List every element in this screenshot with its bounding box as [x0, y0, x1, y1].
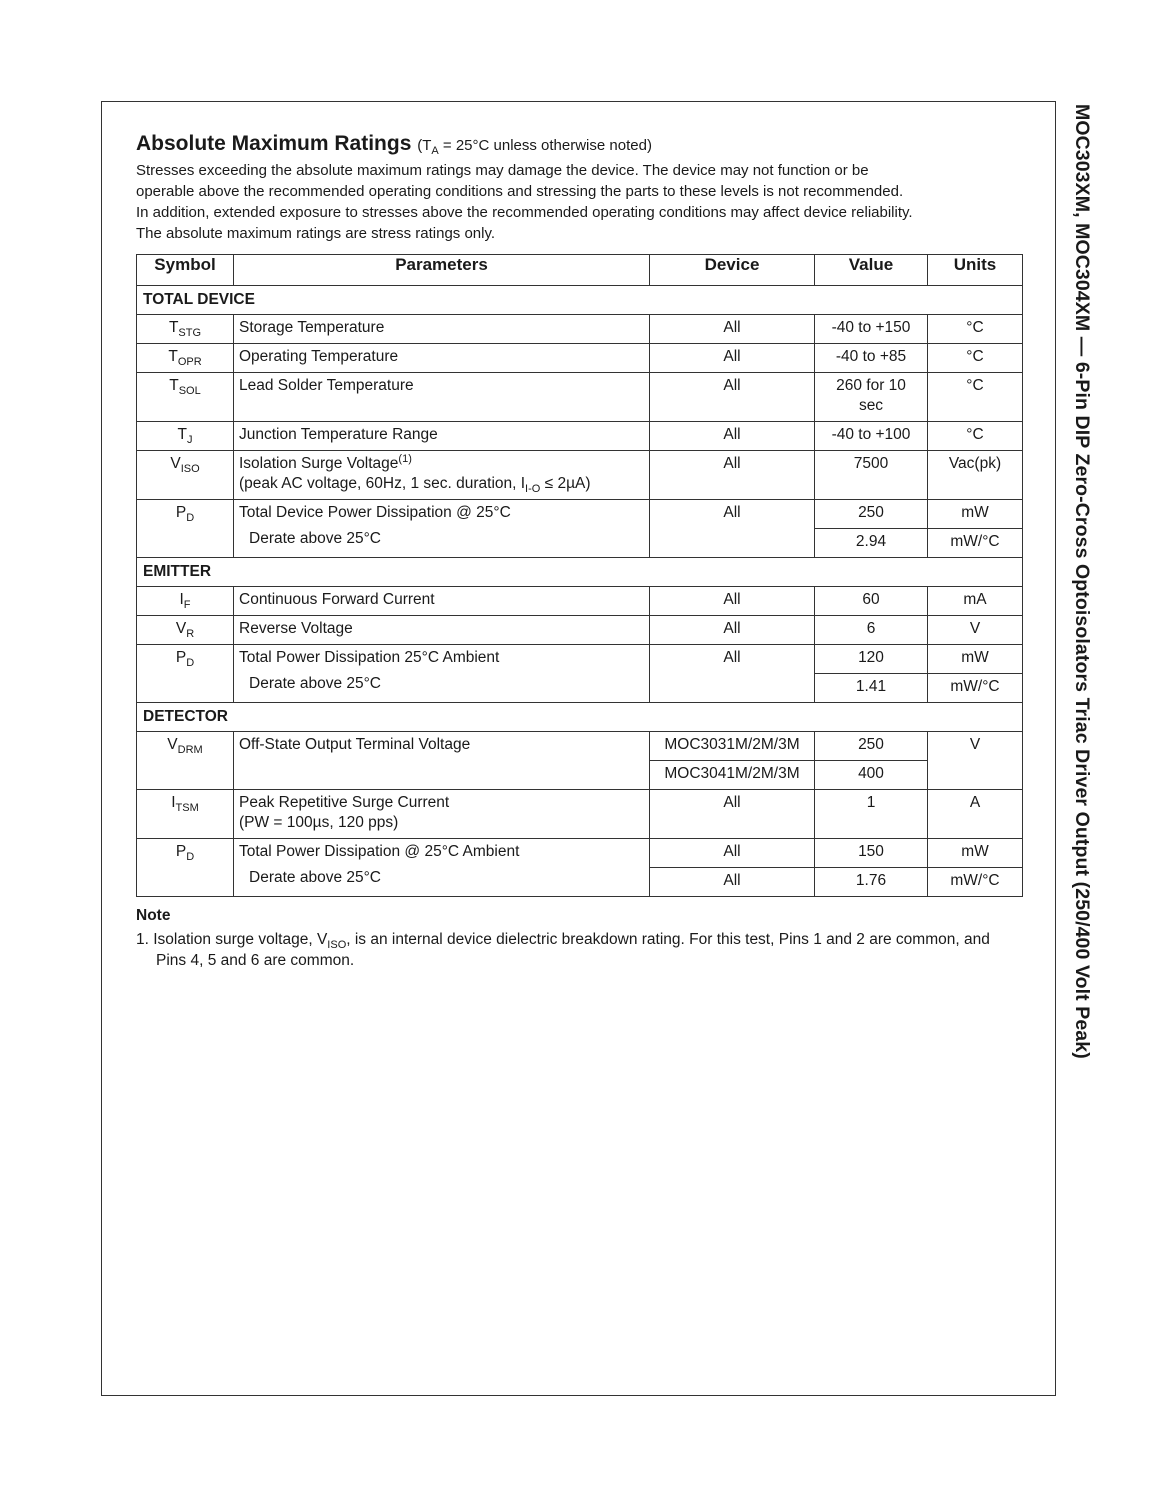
table-row: [137, 344, 1023, 373]
parameter-line: (PW = 100µs, 120 pps): [239, 814, 399, 831]
derate-label: Derate above 25°C: [249, 869, 381, 886]
table-row: [137, 587, 1023, 616]
symbol-cell: [137, 790, 234, 839]
header-parameters: Parameters: [234, 255, 650, 286]
symbol: I: [171, 794, 176, 811]
heading-condition: [417, 137, 652, 157]
intro-line: In addition, extended exposure to stresses above the recommended operating conditions may affect device reliability.: [136, 204, 913, 221]
table-row: [137, 790, 1023, 839]
symbol-sub: DRM: [177, 744, 203, 756]
section-heading: [136, 130, 1026, 160]
device-cell: All: [650, 422, 815, 451]
value-cell: 120: [815, 645, 928, 674]
parameter-line: (peak AC voltage, 60Hz, 1 sec. duration, I: [239, 475, 526, 492]
ratings-table: [136, 254, 1023, 897]
table-row: [137, 616, 1023, 645]
table-header-row: [137, 255, 1023, 286]
device-cell: All: [650, 315, 815, 344]
table-row: [137, 839, 1023, 868]
table-row: [137, 422, 1023, 451]
units-cell: °C: [928, 373, 1023, 422]
device-cell: All: [650, 500, 815, 558]
symbol: T: [177, 426, 187, 443]
units-cell: mW: [928, 500, 1023, 529]
parameter-cell: Operating Temperature: [234, 344, 650, 373]
symbol: V: [170, 455, 181, 472]
value-cell: 6: [815, 616, 928, 645]
note-text: [136, 929, 1006, 971]
table-row: [137, 645, 1023, 674]
symbol-cell: [137, 344, 234, 373]
value-cell: [815, 373, 928, 422]
heading-cond-sub: A: [431, 145, 439, 157]
symbol-cell: [137, 451, 234, 500]
units-cell: °C: [928, 344, 1023, 373]
symbol-sub: D: [186, 512, 195, 524]
value-line: sec: [858, 397, 884, 414]
section-row: [137, 286, 1023, 315]
symbol-sub: D: [186, 851, 195, 863]
device-cell: All: [650, 451, 815, 500]
symbol-sub: OPR: [177, 356, 202, 368]
section-emitter: EMITTER: [137, 558, 1023, 587]
device-cell: MOC3031M/2M/3M: [650, 732, 815, 761]
parameter-cell: [234, 839, 650, 897]
intro-line: Stresses exceeding the absolute maximum ratings may damage the device. The device may not function or be: [136, 162, 869, 179]
value-cell: 1: [815, 790, 928, 839]
device-cell: All: [650, 645, 815, 703]
symbol-cell: [137, 732, 234, 790]
symbol: T: [168, 348, 178, 365]
symbol-sub: ISO: [180, 463, 200, 475]
symbol: V: [167, 736, 178, 753]
symbol-cell: [137, 422, 234, 451]
table-row: [137, 732, 1023, 761]
device-cell: All: [650, 616, 815, 645]
device-cell: All: [650, 587, 815, 616]
value-cell: -40 to +85: [815, 344, 928, 373]
units-cell: °C: [928, 315, 1023, 344]
parameter-cell: [234, 500, 650, 558]
note-text-part: , is an internal device dielectric breakdown rating. For this test, Pins 1 and 2 are common, and Pins 4, 5 and 6 are common.: [156, 931, 990, 969]
parameter-cell: Junction Temperature Range: [234, 422, 650, 451]
device-cell: All: [650, 868, 815, 897]
units-cell: V: [928, 732, 1023, 790]
parameter-cell: Lead Solder Temperature: [234, 373, 650, 422]
units-cell: °C: [928, 422, 1023, 451]
symbol-cell: [137, 315, 234, 344]
parameter-cell: Continuous Forward Current: [234, 587, 650, 616]
value-line: 260 for 10: [836, 377, 906, 394]
units-cell: mW/°C: [928, 674, 1023, 703]
content: [136, 130, 1026, 971]
footnote-ref: (1): [398, 453, 412, 465]
device-cell: MOC3041M/2M/3M: [650, 761, 815, 790]
symbol: T: [168, 319, 179, 336]
units-cell: Vac(pk): [928, 451, 1023, 500]
heading-cond-prefix: (T: [417, 137, 432, 154]
device-cell: All: [650, 344, 815, 373]
intro-line: The absolute maximum ratings are stress ratings only.: [136, 225, 496, 242]
value-cell: 1.41: [815, 674, 928, 703]
section-row: [137, 703, 1023, 732]
intro-paragraph: [136, 160, 1026, 244]
note-text-sub: ISO: [327, 939, 347, 951]
parameter-line: Total Power Dissipation @ 25°C Ambient: [239, 843, 520, 860]
symbol-cell: [137, 616, 234, 645]
derate-label: Derate above 25°C: [249, 530, 381, 547]
parameter-cell: [234, 451, 650, 500]
value-cell: 7500: [815, 451, 928, 500]
table-row: [137, 315, 1023, 344]
device-cell: All: [650, 373, 815, 422]
parameter-cell: [234, 645, 650, 703]
symbol-sub: R: [186, 628, 195, 640]
parameter-line: Total Power Dissipation 25°C Ambient: [239, 649, 500, 666]
heading-title: Absolute Maximum Ratings: [136, 132, 412, 155]
parameter-line: Isolation Surge Voltage: [239, 455, 399, 472]
symbol-cell: [137, 587, 234, 616]
table-row: [137, 500, 1023, 529]
symbol: P: [175, 843, 187, 860]
value-cell: 400: [815, 761, 928, 790]
header-value: Value: [815, 255, 928, 286]
symbol-cell: [137, 373, 234, 422]
heading-cond-suffix: = 25°C unless otherwise noted): [438, 137, 652, 154]
symbol-cell: [137, 500, 234, 558]
symbol-cell: [137, 645, 234, 703]
symbol-sub: J: [186, 434, 193, 446]
symbol-sub: F: [183, 599, 191, 611]
symbol-sub: TSM: [175, 802, 199, 814]
table-row: [137, 451, 1023, 500]
parameter-sub: I-O: [525, 483, 541, 495]
symbol: T: [169, 377, 179, 394]
symbol-sub: STG: [178, 327, 202, 339]
value-cell: 60: [815, 587, 928, 616]
header-symbol: Symbol: [137, 255, 234, 286]
section-detector: DETECTOR: [137, 703, 1023, 732]
parameter-cell: Off-State Output Terminal Voltage: [234, 732, 650, 790]
parameter-line-end: ≤ 2µA): [540, 475, 591, 492]
symbol: V: [175, 620, 187, 637]
parameter-cell: Storage Temperature: [234, 315, 650, 344]
value-cell: -40 to +150: [815, 315, 928, 344]
symbol: P: [175, 504, 187, 521]
units-cell: V: [928, 616, 1023, 645]
units-cell: mW/°C: [928, 529, 1023, 558]
parameter-line: Total Device Power Dissipation @ 25°C: [239, 504, 511, 521]
note-text-part: 1. Isolation surge voltage, V: [136, 931, 328, 948]
device-cell: All: [650, 790, 815, 839]
units-cell: mA: [928, 587, 1023, 616]
value-cell: 250: [815, 500, 928, 529]
symbol: I: [179, 591, 184, 608]
units-cell: mW/°C: [928, 868, 1023, 897]
header-device: Device: [650, 255, 815, 286]
intro-line: operable above the recommended operating conditions and stressing the parts to these levels is not recommended.: [136, 183, 904, 200]
value-cell: 150: [815, 839, 928, 868]
header-units: Units: [928, 255, 1023, 286]
units-cell: mW: [928, 645, 1023, 674]
parameter-line: Peak Repetitive Surge Current: [239, 794, 450, 811]
symbol-sub: SOL: [178, 385, 201, 397]
device-cell: All: [650, 839, 815, 868]
value-cell: 250: [815, 732, 928, 761]
units-cell: A: [928, 790, 1023, 839]
parameter-cell: Reverse Voltage: [234, 616, 650, 645]
value-cell: 1.76: [815, 868, 928, 897]
parameter-cell: [234, 790, 650, 839]
section-row: [137, 558, 1023, 587]
units-cell: mW: [928, 839, 1023, 868]
symbol: P: [175, 649, 187, 666]
value-cell: -40 to +100: [815, 422, 928, 451]
table-row: [137, 373, 1023, 422]
derate-label: Derate above 25°C: [249, 675, 381, 692]
side-title: MOC303XM, MOC304XM — 6-Pin DIP Zero-Cross Optoisolators Triac Driver Output (250/400 Volt Peak): [1071, 104, 1093, 1059]
symbol-sub: D: [186, 657, 195, 669]
section-total-device: TOTAL DEVICE: [137, 286, 1023, 315]
note-heading: Note: [136, 907, 171, 924]
value-cell: 2.94: [815, 529, 928, 558]
symbol-cell: [137, 839, 234, 897]
